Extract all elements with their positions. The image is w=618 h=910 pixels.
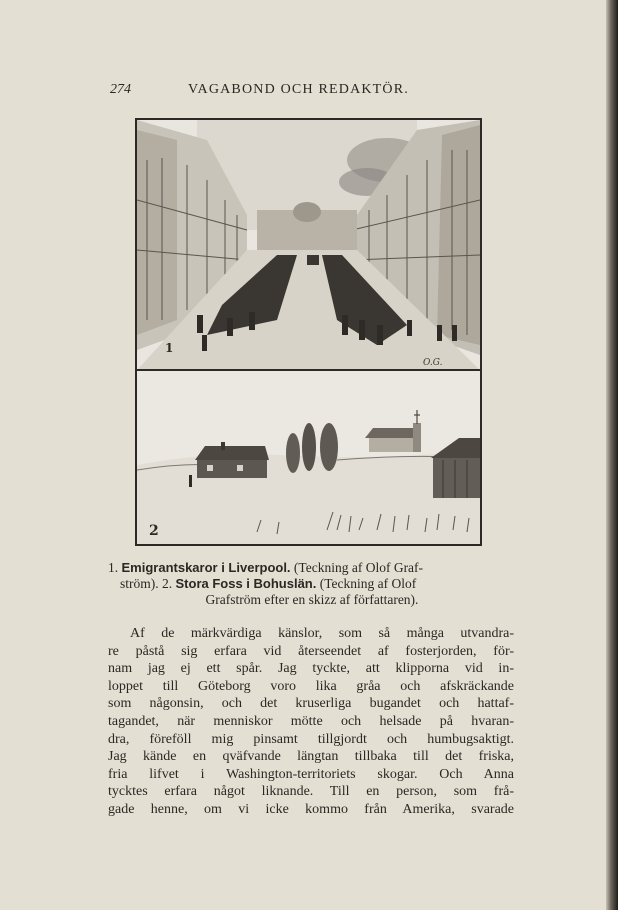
body-line: tycktes erfara något liknande. Till en person, som frå- bbox=[108, 784, 514, 800]
caption-line-3: Grafström efter en skizz af författaren). bbox=[205, 592, 419, 607]
body-line: Jag kände en qväfvande längtan tillbaka till det friska, bbox=[108, 749, 514, 765]
panel-liverpool-street bbox=[137, 120, 480, 370]
caption-line-1 bbox=[108, 560, 516, 576]
page-header bbox=[110, 82, 440, 102]
caption-title-liverpool: Emigrantskaror i Liverpool. bbox=[121, 560, 291, 575]
panel1-number: 1 bbox=[165, 341, 174, 355]
caption-line-2 bbox=[108, 576, 516, 592]
body-paragraph bbox=[108, 625, 514, 819]
body-line: re påstå sig erfara vid återseendet af fosterjorden, för- bbox=[108, 643, 514, 659]
panel1-signature: O.G. bbox=[423, 358, 443, 368]
body-line: nam jag ej ett spår. Jag tyckte, att klipporna vid in- bbox=[108, 661, 514, 677]
body-line: som någonsin, och det kruserliga bugandet och hattaf- bbox=[108, 696, 514, 712]
caption-title-stora-foss: Stora Foss i Bohuslän. bbox=[175, 576, 317, 591]
body-line: dra, föreföll mig pinsamt tillgjordt och humbugsaktigt. bbox=[108, 731, 514, 747]
caption-item-number-2: ström). 2. bbox=[120, 576, 173, 591]
body-line: gade henne, om vi icke kommo från Amerika, svarade bbox=[108, 801, 514, 817]
page-number: 274 bbox=[110, 82, 131, 97]
figure-caption bbox=[108, 560, 516, 608]
body-line: tagandet, när menniskor mötte och helsade på hvaran- bbox=[108, 713, 514, 729]
illustration-drawing bbox=[137, 120, 480, 544]
body-line: loppet till Göteborg voro lika gråa och afskräckande bbox=[108, 678, 514, 694]
caption-item-number-1: 1. bbox=[108, 560, 119, 575]
panel-stora-foss bbox=[137, 371, 480, 544]
panel2-number: 2 bbox=[149, 523, 159, 539]
caption-credit-1: (Teckning af Olof Graf- bbox=[293, 560, 424, 575]
running-title: VAGABOND OCH REDAKTÖR. bbox=[188, 82, 409, 97]
body-line: Af de märkvärdiga känslor, som så många utvandra- bbox=[130, 626, 514, 641]
illustration-figure bbox=[135, 118, 482, 546]
caption-credit-2: (Teckning af Olof bbox=[319, 576, 417, 591]
body-line: fria lifvet i Washington-territoriets skogar. Och Anna bbox=[108, 766, 514, 782]
page-binding-edge bbox=[606, 0, 618, 910]
